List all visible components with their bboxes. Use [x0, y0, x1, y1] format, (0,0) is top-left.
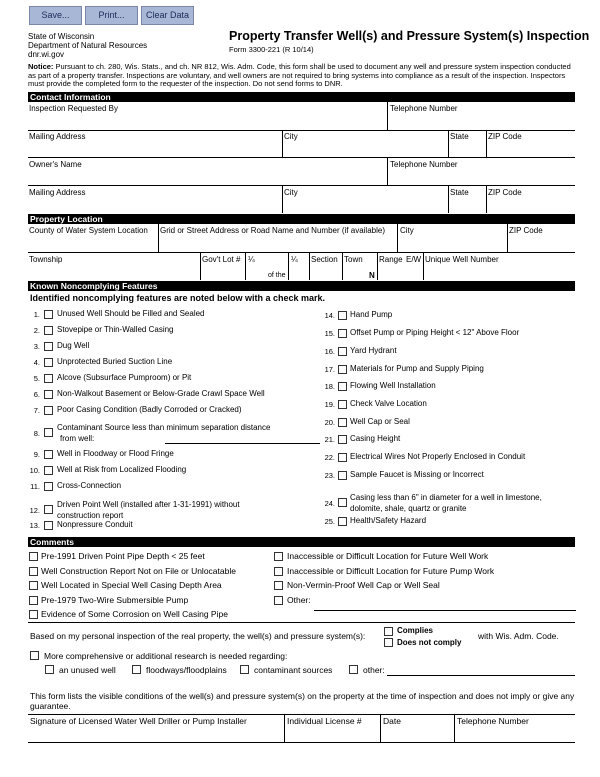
north-label: N: [369, 271, 375, 280]
feature-checkbox[interactable]: [338, 329, 347, 338]
feature-label: Unprotected Buried Suction Line: [57, 357, 173, 366]
comment-checkbox[interactable]: [29, 567, 38, 576]
comment-checkbox[interactable]: [274, 567, 283, 576]
feature-number: 13.: [29, 521, 40, 530]
comment-label: Inaccessible or Difficult Location for Future Well Work: [287, 551, 489, 561]
divider: [342, 252, 343, 280]
divider: [282, 130, 283, 157]
feature-number: 4.: [33, 358, 40, 367]
feature-checkbox[interactable]: [338, 382, 347, 391]
feature-checkbox[interactable]: [44, 310, 53, 319]
feature-label: Casing less than 6" in diameter for a well in limestone,: [350, 493, 542, 502]
requester-mailing-address-field[interactable]: Mailing Address: [29, 132, 86, 141]
feature-label: Well Cap or Seal: [350, 417, 410, 426]
notice-text: Pursuant to ch. 280, Wis. Stats., and ch. NR 812, Wis. Adm. Code, this form shall be used to document any well and pressure system inspection conducted as part of a property transfer. Inspections are voluntary, and well owners are not required to bring systems into compliance as a result of the inspection. Inspectors must provide the completed form to the requester of the inspection. Do not send forms to DNR.: [28, 62, 571, 88]
feature-checkbox[interactable]: [338, 471, 347, 480]
complies-checkbox[interactable]: [384, 627, 393, 636]
feature-checkbox[interactable]: [338, 347, 347, 356]
feature-label: Unused Well Should be Filled and Sealed: [57, 309, 205, 318]
comment-checkbox[interactable]: [29, 581, 38, 590]
town-field[interactable]: Town: [344, 255, 363, 264]
property-zip-field[interactable]: ZIP Code: [509, 226, 543, 235]
feature-label: Driven Point Well (installed after 1-31-1991) without: [57, 500, 240, 509]
based-on-text: Based on my personal inspection of the real property, the well(s) and pressure system(s):: [30, 631, 366, 641]
feature-number: 1.: [33, 310, 40, 319]
comment-label: Well Located in Special Well Casing Depth Area: [41, 580, 222, 590]
owners-name-field[interactable]: Owner's Name: [29, 160, 82, 169]
feature-number: 10.: [29, 466, 40, 475]
feature-checkbox[interactable]: [44, 326, 53, 335]
agency-state: State of Wisconsin: [28, 32, 95, 41]
feature-label: Well in Floodway or Flood Fringe: [57, 449, 174, 458]
complies-label: Complies: [397, 626, 434, 635]
more-research-label: More comprehensive or additional research is needed regarding:: [44, 651, 288, 661]
divider: [28, 714, 575, 715]
comment-label: Pre-1991 Driven Point Pipe Depth < 25 feet: [41, 551, 205, 561]
feature-checkbox[interactable]: [338, 400, 347, 409]
street-address-field[interactable]: Grid or Street Address or Road Name and Number (if available): [160, 226, 385, 235]
feature-checkbox[interactable]: [338, 453, 347, 462]
feature-label: Check Valve Location: [350, 399, 427, 408]
separation-source-line: [165, 443, 320, 444]
agency-block: [28, 32, 147, 59]
feature-number: 12.: [29, 506, 40, 515]
divider: [507, 224, 508, 252]
township-field[interactable]: Township: [29, 255, 63, 264]
feature-number: 22.: [324, 453, 335, 462]
feature-checkbox[interactable]: [338, 435, 347, 444]
divider: [377, 252, 378, 280]
clear-data-button[interactable]: Clear Data: [141, 6, 194, 25]
feature-number: 9.: [33, 450, 40, 459]
feature-checkbox[interactable]: [44, 374, 53, 383]
requester-city-field[interactable]: City: [284, 132, 298, 141]
signature-field[interactable]: Signature of Licensed Water Well Driller or Pump Installer: [30, 716, 247, 726]
owner-telephone-field[interactable]: Telephone Number: [390, 160, 458, 169]
divider: [28, 252, 575, 253]
floodways-checkbox[interactable]: [132, 665, 141, 674]
section-field[interactable]: Section: [311, 255, 338, 264]
feature-number: 16.: [324, 347, 335, 356]
feature-checkbox[interactable]: [44, 505, 53, 514]
date-field[interactable]: Date: [383, 716, 401, 726]
county-field[interactable]: County of Water System Location: [29, 226, 148, 235]
divider: [28, 185, 575, 186]
feature-label: Flowing Well Installation: [350, 381, 436, 390]
divider: [28, 130, 575, 131]
feature-label: Well at Risk from Localized Flooding: [57, 465, 187, 474]
feature-number: 2.: [33, 326, 40, 335]
other-research-line[interactable]: [387, 675, 575, 676]
feature-checkbox[interactable]: [44, 428, 53, 437]
divider: [28, 622, 575, 623]
feature-label: Sample Faucet is Missing or Incorrect: [350, 470, 484, 479]
divider: [282, 185, 283, 213]
with-code-text: with Wis. Adm. Code.: [478, 631, 559, 641]
feature-label: Hand Pump: [350, 310, 393, 319]
divider: [486, 185, 487, 213]
comment-checkbox[interactable]: [274, 596, 283, 605]
feature-number: 24.: [324, 499, 335, 508]
agency-web: dnr.wi.gov: [28, 50, 65, 59]
comment-label: Non-Vermin-Proof Well Cap or Well Seal: [287, 580, 440, 590]
comment-label: Inaccessible or Difficult Location for Future Pump Work: [287, 565, 495, 576]
inspection-requested-by-field[interactable]: Inspection Requested By: [29, 104, 118, 113]
feature-checkbox[interactable]: [44, 521, 53, 530]
other-comment-line: [314, 610, 576, 611]
feature-checkbox[interactable]: [44, 358, 53, 367]
feature-number: 14.: [324, 311, 335, 320]
divider: [309, 252, 310, 280]
east-west-field[interactable]: E/W: [406, 255, 422, 264]
feature-number: 17.: [324, 365, 335, 374]
feature-checkbox[interactable]: [44, 390, 53, 399]
feature-number: 19.: [324, 400, 335, 409]
disclaimer-text: This form lists the visible conditions of the well(s) and pressure system(s) on the property at the time of inspection and does not imply or give any guarantee.: [30, 691, 575, 711]
feature-label: Electrical Wires Not Properly Enclosed in Conduit: [350, 452, 526, 461]
range-field[interactable]: Range: [379, 255, 403, 264]
save-button[interactable]: Save...: [29, 6, 82, 25]
comment-checkbox[interactable]: [29, 596, 38, 605]
feature-label: Non-Walkout Basement or Below-Grade Crawl Space Well: [57, 389, 265, 398]
contact-heading: Contact Information: [28, 92, 575, 102]
divider: [200, 252, 201, 280]
other-research-label: other:: [363, 665, 385, 675]
does-not-comply-checkbox[interactable]: [384, 638, 393, 647]
feature-label: Alcove (Subsurface Pumproom) or Pit: [57, 373, 192, 382]
contaminant-sources-checkbox[interactable]: [240, 665, 249, 674]
requester-telephone-field[interactable]: Telephone Number: [390, 104, 458, 113]
owner-city-field[interactable]: City: [284, 188, 298, 197]
feature-checkbox[interactable]: [338, 311, 347, 320]
comment-label: Well Construction Report Not on File or Unlocatable: [41, 565, 236, 576]
form-number: Form 3300-221 (R 10/14): [229, 45, 314, 54]
feature-label: Poor Casing Condition (Badly Corroded or Cracked): [57, 405, 242, 414]
comment-label: Pre-1979 Two-Wire Submersible Pump: [41, 594, 189, 605]
divider: [423, 252, 424, 280]
comment-label: Other:: [287, 594, 311, 605]
divider: [288, 252, 289, 280]
owner-state-field[interactable]: State: [450, 188, 469, 197]
owner-mailing-address-field[interactable]: Mailing Address: [29, 188, 86, 197]
feature-number: 5.: [33, 374, 40, 383]
feature-checkbox[interactable]: [338, 498, 347, 507]
unused-well-label: an unused well: [59, 665, 116, 675]
unique-well-number-field[interactable]: Unique Well Number: [425, 255, 499, 264]
feature-label: Contaminant Source less than minimum separation distance: [57, 423, 271, 432]
noncomplying-heading: Known Noncomplying Features: [28, 281, 575, 291]
feature-label: Stovepipe or Thin-Walled Casing: [57, 325, 174, 334]
divider: [397, 224, 398, 252]
floodways-label: floodways/floodplains: [146, 665, 227, 675]
feature-number: 25.: [324, 517, 335, 526]
feature-label: Yard Hydrant: [350, 346, 397, 355]
divider: [158, 224, 159, 252]
feature-number: 20.: [324, 418, 335, 427]
of-the-label: of the: [268, 272, 286, 279]
feature-label: Health/Safety Hazard: [350, 516, 427, 525]
quarter-2-field[interactable]: ¼: [291, 255, 298, 264]
feature-label-continued: dolomite, shale, quartz or granite: [350, 504, 467, 513]
comment-checkbox[interactable]: [29, 610, 38, 619]
feature-number: 11.: [30, 482, 40, 491]
signer-telephone-field[interactable]: Telephone Number: [457, 716, 529, 726]
more-research-checkbox[interactable]: [30, 651, 39, 660]
license-number-field[interactable]: Individual License #: [287, 716, 362, 726]
feature-checkbox[interactable]: [44, 466, 53, 475]
comments-heading: Comments: [28, 537, 575, 547]
feature-number: 21.: [324, 435, 335, 444]
unused-well-checkbox[interactable]: [45, 665, 54, 674]
divider: [380, 714, 381, 742]
feature-number: 7.: [33, 406, 40, 415]
feature-number: 3.: [33, 342, 40, 351]
divider: [28, 742, 575, 743]
page-title: Property Transfer Well(s) and Pressure System(s) Inspection: [229, 29, 590, 43]
feature-checkbox[interactable]: [338, 418, 347, 427]
feature-number: 15.: [324, 329, 335, 338]
other-research-checkbox[interactable]: [349, 665, 358, 674]
feature-label: Offset Pump or Piping Height < 12" Above Floor: [350, 328, 520, 337]
noncomplying-subheading: Identified noncomplying features are noted below with a check mark.: [30, 293, 326, 303]
feature-label-continued: construction report: [57, 511, 124, 520]
feature-label: Materials for Pump and Supply Piping: [350, 364, 484, 373]
feature-checkbox[interactable]: [44, 450, 53, 459]
feature-label: Cross-Connection: [57, 481, 122, 490]
feature-number: 23.: [324, 471, 335, 480]
feature-checkbox[interactable]: [44, 406, 53, 415]
comment-checkbox[interactable]: [274, 552, 283, 561]
feature-label: Casing Height: [350, 434, 401, 443]
feature-checkbox[interactable]: [44, 482, 53, 491]
property-location-heading: Property Location: [28, 214, 575, 224]
notice: [28, 63, 576, 89]
feature-checkbox[interactable]: [338, 517, 347, 526]
print-button[interactable]: Print...: [85, 6, 138, 25]
feature-label: Dug Well: [57, 341, 90, 350]
agency-dept: Department of Natural Resources: [28, 41, 148, 50]
feature-checkbox[interactable]: [44, 342, 53, 351]
does-not-comply-label: Does not comply: [397, 638, 462, 647]
quarter-1-field[interactable]: ¼: [248, 255, 255, 264]
divider: [454, 714, 455, 742]
divider: [245, 252, 246, 280]
divider: [387, 102, 388, 130]
divider: [284, 714, 285, 742]
divider: [486, 130, 487, 157]
divider: [448, 185, 449, 213]
requester-zip-field[interactable]: ZIP Code: [488, 132, 522, 141]
feature-number: 8.: [33, 429, 40, 438]
feature-number: 18.: [324, 382, 335, 391]
feature-checkbox[interactable]: [338, 365, 347, 374]
notice-label: Notice:: [28, 62, 54, 71]
divider: [448, 130, 449, 157]
feature-number: 6.: [33, 390, 40, 399]
requester-state-field[interactable]: State: [450, 132, 469, 141]
comment-checkbox[interactable]: [29, 552, 38, 561]
feature-label: Nonpressure Conduit: [57, 520, 133, 529]
divider: [387, 157, 388, 185]
property-city-field[interactable]: City: [400, 226, 414, 235]
comment-checkbox[interactable]: [274, 581, 283, 590]
divider: [28, 157, 575, 158]
feature-label-continued: from well:: [60, 434, 95, 443]
comment-label: Evidence of Some Corrosion on Well Casing Pipe: [41, 609, 228, 619]
govt-lot-field[interactable]: Gov't Lot #: [202, 255, 241, 264]
owner-zip-field[interactable]: ZIP Code: [488, 188, 522, 197]
contaminant-sources-label: contaminant sources: [254, 665, 333, 675]
